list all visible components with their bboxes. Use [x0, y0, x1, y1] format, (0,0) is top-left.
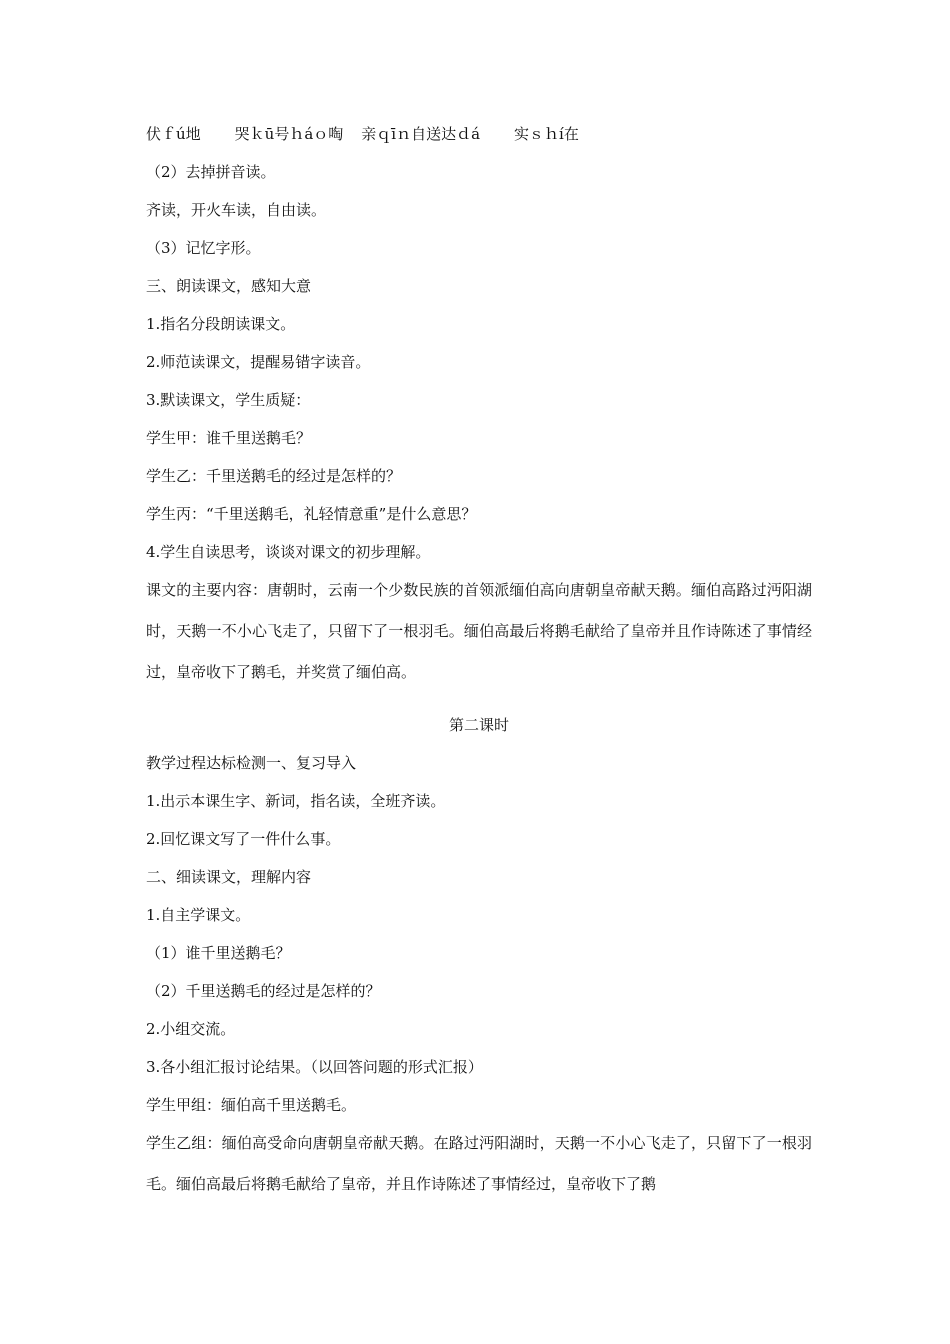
text-line: 4.学生自读思考，谈谈对课文的初步理解。: [146, 543, 431, 561]
text-line: （1）谁千里送鹅毛？: [146, 944, 291, 962]
text-line: 3.默读课文，学生质疑：: [146, 391, 311, 409]
section-heading: 三、朗读课文，感知大意: [146, 277, 312, 295]
section-title: 第二课时: [448, 716, 509, 734]
text-line: 教学过程达标检测一、复习导入: [146, 754, 357, 772]
spacer: [146, 693, 812, 715]
pinyin-item: 哭ｋū号ｈáｏ啕: [234, 125, 344, 143]
pinyin-item: 伏ｆú地: [146, 125, 201, 143]
text-line: 学生丙：“千里送鹅毛，礼轻情意重”是什么意思？: [146, 505, 477, 523]
text-line: （3）记忆字形。: [146, 239, 261, 257]
text-line: 1.指名分段朗读课文。: [146, 315, 296, 333]
text-line: 3.各小组汇报讨论结果。（以回答问题的形式汇报）: [146, 1058, 483, 1076]
document-page: [146, 124, 812, 1205]
group-b-paragraph: 学生乙组：缅伯高受命向唐朝皇帝献天鹅。在路过沔阳湖时，天鹅一不小心飞走了，只留下了一根羽毛。缅伯高最后将鹅毛献给了皇帝，并且作诗陈述了事情经过，皇帝收下了鹅: [146, 1134, 812, 1193]
text-line: （2）千里送鹅毛的经过是怎样的？: [146, 982, 381, 1000]
text-line: 2.回忆课文写了一件什么事。: [146, 830, 341, 848]
text-line: 1.出示本课生字、新词，指名读，全班齐读。: [146, 792, 446, 810]
pinyin-item: 实ｓｈí在: [514, 125, 579, 143]
text-line: 学生甲组：缅伯高千里送鹅毛。: [146, 1096, 357, 1114]
section-heading: 二、细读课文，理解内容: [146, 868, 312, 886]
text-line: 2.小组交流。: [146, 1020, 236, 1038]
text-line: 1.自主学课文。: [146, 906, 251, 924]
pinyin-row: [146, 124, 812, 144]
text-line: （2）去掉拼音读。: [146, 163, 276, 181]
text-line: 2.师范读课文，提醒易错字读音。: [146, 353, 371, 371]
text-line: 学生甲：谁千里送鹅毛？: [146, 429, 312, 447]
pinyin-item: 亲ｑīｎ自送达ｄá: [361, 125, 481, 143]
summary-paragraph: 课文的主要内容：唐朝时，云南一个少数民族的首领派缅伯高向唐朝皇帝献天鹅。缅伯高路过沔阳湖时，天鹅一不小心飞走了，只留下了一根羽毛。缅伯高最后将鹅毛献给了皇帝并且作诗陈述了事情经过，皇帝收下了鹅毛，并奖赏了缅伯高。: [146, 581, 812, 681]
text-line: 齐读，开火车读，自由读。: [146, 201, 327, 219]
text-line: 学生乙：千里送鹅毛的经过是怎样的？: [146, 467, 402, 485]
